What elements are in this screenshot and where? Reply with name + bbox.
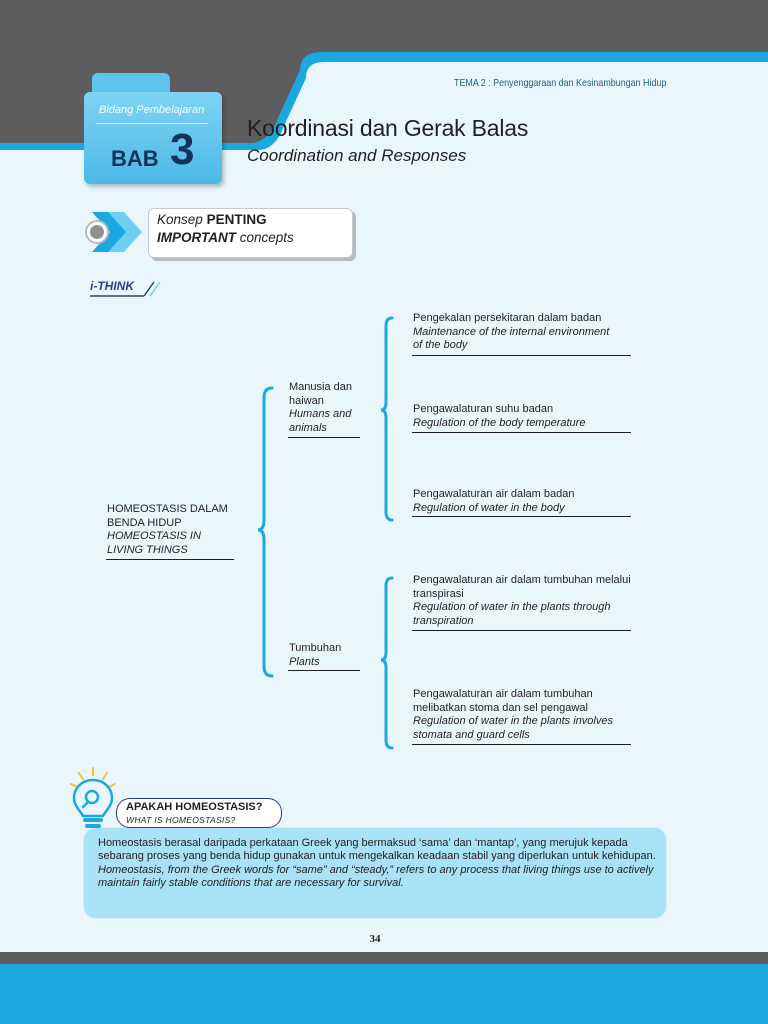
- plants-brace: [381, 578, 392, 748]
- definition-en: Homeostasis, from the Greek words for “same” and “steady,” refers to any process that living things use to actively maintain fairly stable conditions that are necessary for survival.: [98, 863, 654, 889]
- question-ms: APAKAH HOMEOSTASIS?: [126, 801, 263, 813]
- plants-item-2-underline: [412, 744, 631, 745]
- animals-item-1-underline: [412, 355, 631, 356]
- root-underline: [106, 559, 234, 560]
- important-concepts-label: IMPORTANT concepts: [157, 230, 294, 245]
- animals-item-3-underline: [412, 516, 631, 517]
- plants-item-1: Pengawalaturan air dalam tumbuhan melalui transpirasi Regulation of water in the plants through transpiration: [413, 574, 631, 627]
- bab-label: BAB: [111, 146, 159, 171]
- animals-underline: [288, 437, 360, 438]
- definition-ms: Homeostasis berasal daripada perkataan Greek yang bermaksud ‘sama’ dan ‘mantap’, yang merujuk kepada sebarang proses yang benda hidup gunakan untuk mengekalkan keadaan stabil yang diperlukan untuk kehidupan.: [98, 837, 656, 863]
- plants-item-2: Pengawalaturan air dalam tumbuhan melibatkan stoma dan sel pengawal Regulation of water in the plants involves stomata and guard cells: [413, 688, 613, 741]
- page-number: 34: [369, 933, 381, 945]
- definition-text: [98, 837, 658, 890]
- footer-gray-band: [0, 952, 768, 964]
- animals-item-2: Pengawalaturan suhu badan Regulation of the body temperature: [413, 403, 586, 429]
- bab-number: 3: [170, 125, 195, 174]
- chapter-title-en: Coordination and Responses: [247, 146, 467, 165]
- footer-blue-band: [0, 964, 768, 1024]
- theme-label: TEMA 2 : Penyenggaraan dan Kesinambungan Hidup: [454, 77, 667, 89]
- branch-plants: Tumbuhan Plants: [289, 642, 342, 668]
- ithink-label: i-THINK: [90, 279, 134, 293]
- konsep-penting-label: Konsep PENTING: [157, 212, 267, 227]
- animals-brace: [381, 318, 392, 520]
- animals-item-3: Pengawalaturan air dalam badan Regulation of water in the body: [413, 488, 575, 514]
- main-brace: [258, 388, 272, 676]
- mindmap-root: HOMEOSTASIS DALAM BENDA HIDUP HOMEOSTASIS IN LIVING THINGS: [107, 503, 228, 556]
- branch-animals: Manusia dan haiwan Humans and animals: [289, 381, 352, 434]
- plants-underline: [288, 670, 360, 671]
- animals-item-1: Pengekalan persekitaran dalam badan Maintenance of the internal environment of the body: [413, 312, 610, 351]
- lightbulb-icon: [68, 766, 118, 834]
- learning-area-label: Bidang Pembelajaran: [99, 104, 205, 116]
- question-en: WHAT IS HOMEOSTASIS?: [126, 815, 236, 825]
- animals-item-2-underline: [412, 432, 631, 433]
- plants-item-1-underline: [412, 630, 631, 631]
- chapter-title-ms: Koordinasi dan Gerak Balas: [247, 115, 529, 141]
